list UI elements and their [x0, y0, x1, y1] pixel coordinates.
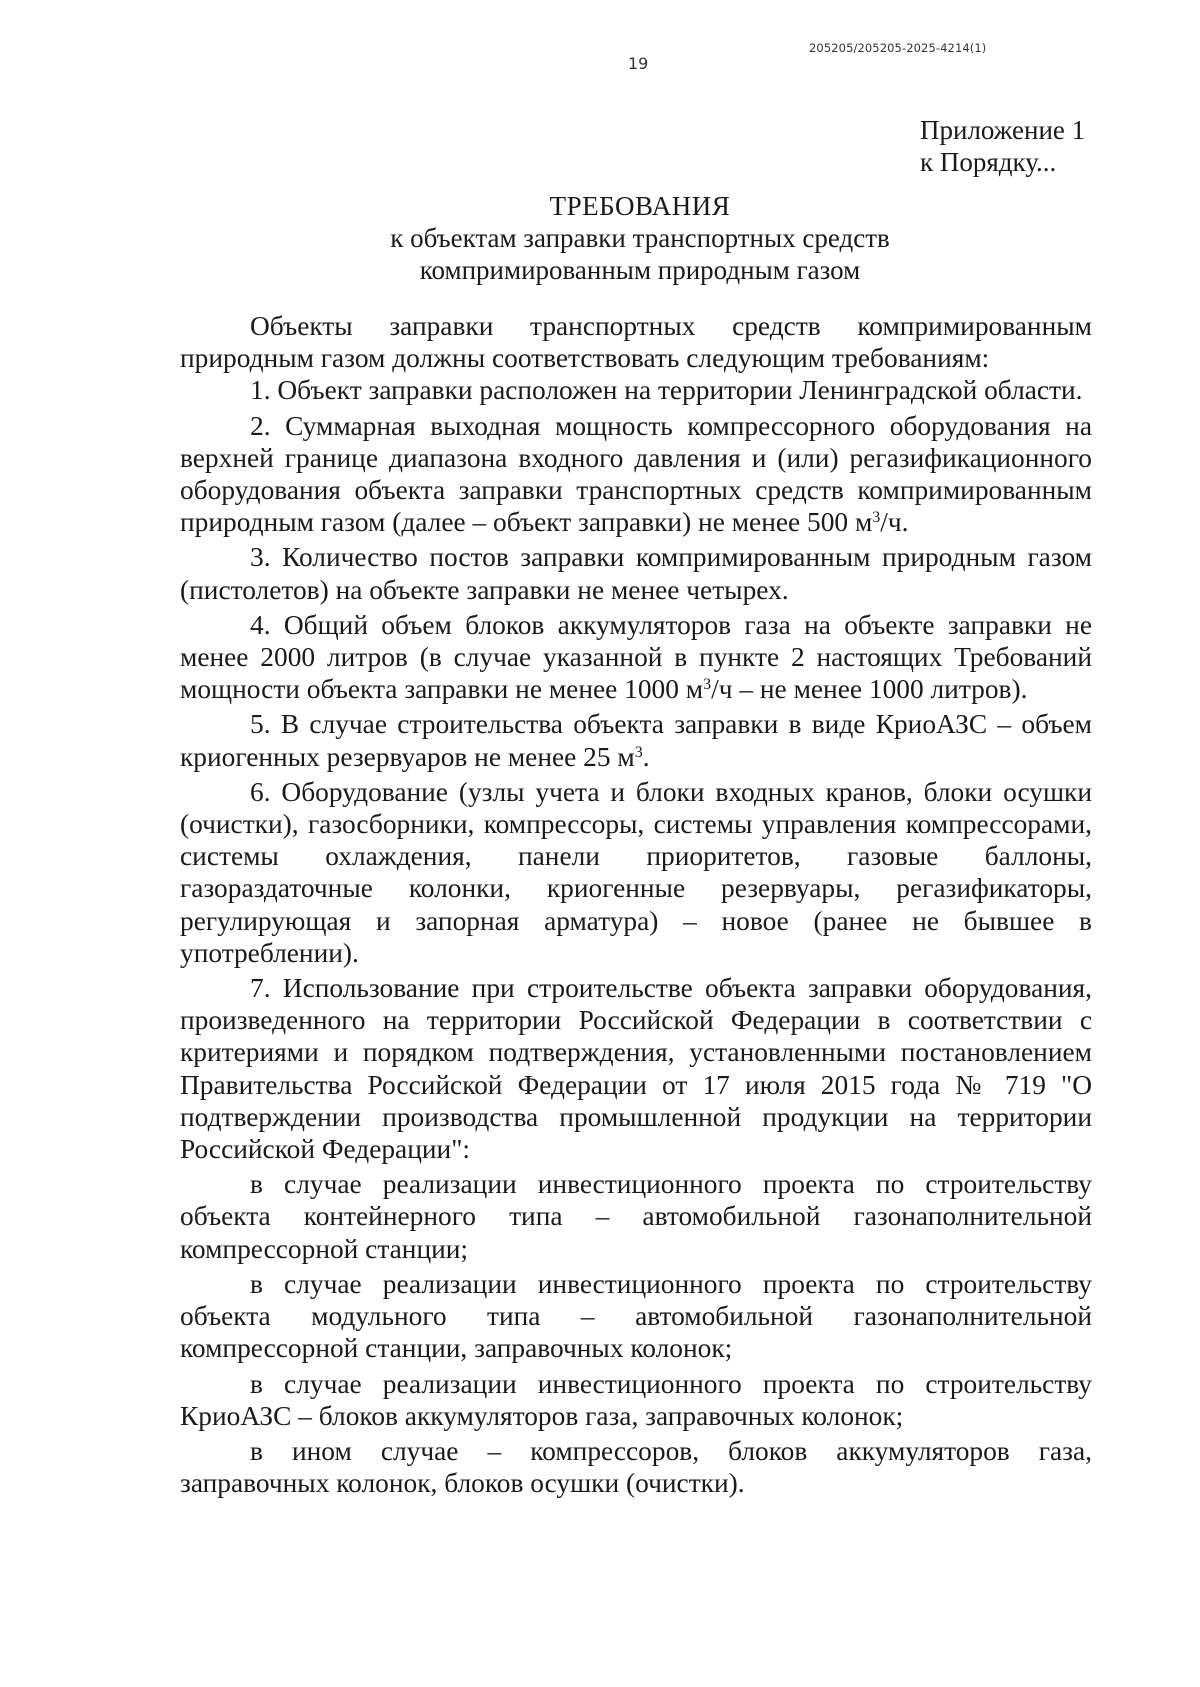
paragraph-5-unit: .	[642, 741, 650, 772]
title-subtitle-2: компримированным природным газом	[419, 255, 861, 285]
document-body	[180, 310, 1092, 1499]
paragraph-4-unit: /ч – не менее 1000 литров).	[711, 674, 1028, 705]
paragraph-7d: в ином случае – компрессоров, блоков аккумуляторов газа, заправочных колонок, блоков осушки (очистки).	[180, 1435, 1092, 1499]
paragraph-7: 7. Использование при строительстве объекта заправки оборудования, произведенного на территории Российской Федерации в соответствии с критериями и порядком подтверждения, установленными постановлением Правительства Российской Федерации от 17 июля 2015 года № 719 "О подтверждении производства промышленной продукции на территории Российской Федерации":	[180, 973, 1092, 1165]
appendix-line-1: Приложение 1	[920, 115, 1086, 145]
title-subtitle-1: к объектам заправки транспортных средств	[390, 223, 890, 253]
title-main: ТРЕБОВАНИЯ	[549, 191, 731, 221]
paragraph-3: 3. Количество постов заправки компримированным природным газом (пистолетов) на объекте заправки не менее четырех.	[180, 542, 1092, 605]
document-title	[180, 190, 1100, 286]
appendix-label	[920, 114, 1085, 178]
superscript: 3	[872, 509, 881, 527]
paragraph-5	[180, 708, 1092, 772]
paragraph-7a: в случае реализации инвестиционного проекта по строительству объекта контейнерного типа – автомобильной газонаполнительной компрессорной станции;	[180, 1169, 1092, 1264]
paragraph-4	[180, 609, 1092, 706]
paragraph-7c: в случае реализации инвестиционного проекта по строительству КриоАЗС – блоков аккумуляторов газа, заправочных колонок;	[180, 1368, 1092, 1431]
document-code: 205205/205205-2025-4214(1)	[809, 41, 987, 55]
paragraph-2-unit: /ч.	[880, 507, 909, 538]
appendix-line-2: к Порядку...	[920, 147, 1057, 177]
paragraph-2	[180, 410, 1092, 539]
paragraph-5-text: 5. В случае строительства объекта заправки в виде КриоАЗС – объем криогенных резервуаров не менее 25 м	[180, 709, 1092, 772]
paragraph-intro: Объекты заправки транспортных средств компримированным природным газом должны соответствовать следующим требованиям:	[180, 311, 1092, 374]
paragraph-4-text: 4. Общий объем блоков аккумуляторов газа на объекте заправки не менее 2000 литров (в случае указанной в пункте 2 настоящих Требований мощности объекта заправки не менее 1000 м	[180, 609, 1092, 705]
page-number: 19	[628, 54, 649, 73]
paragraph-2-text: 2. Суммарная выходная мощность компрессорного оборудования на верхней границе диапазона входного давления и (или) регазификационного оборудования объекта заправки транспортных средств компримированным природным газом (далее – объект заправки) не менее 500 м	[180, 410, 1092, 538]
superscript: 3	[634, 743, 643, 761]
superscript: 3	[703, 676, 712, 694]
paragraph-6: 6. Оборудование (узлы учета и блоки входных кранов, блоки осушки (очистки), газосборники, компрессоры, системы управления компрессорами, системы охлаждения, панели приоритетов, газовые баллоны, газораздаточные колонки, криогенные резервуары, регазификаторы, регулирующая и запорная арматура) – новое (ранее не бывшее в употреблении).	[180, 776, 1092, 968]
paragraph-1: 1. Объект заправки расположен на территории Ленинградской области.	[250, 375, 1083, 406]
paragraph-7b: в случае реализации инвестиционного проекта по строительству объекта модульного типа – автомобильной газонаполнительной компрессорной станции, заправочных колонок;	[180, 1268, 1092, 1364]
